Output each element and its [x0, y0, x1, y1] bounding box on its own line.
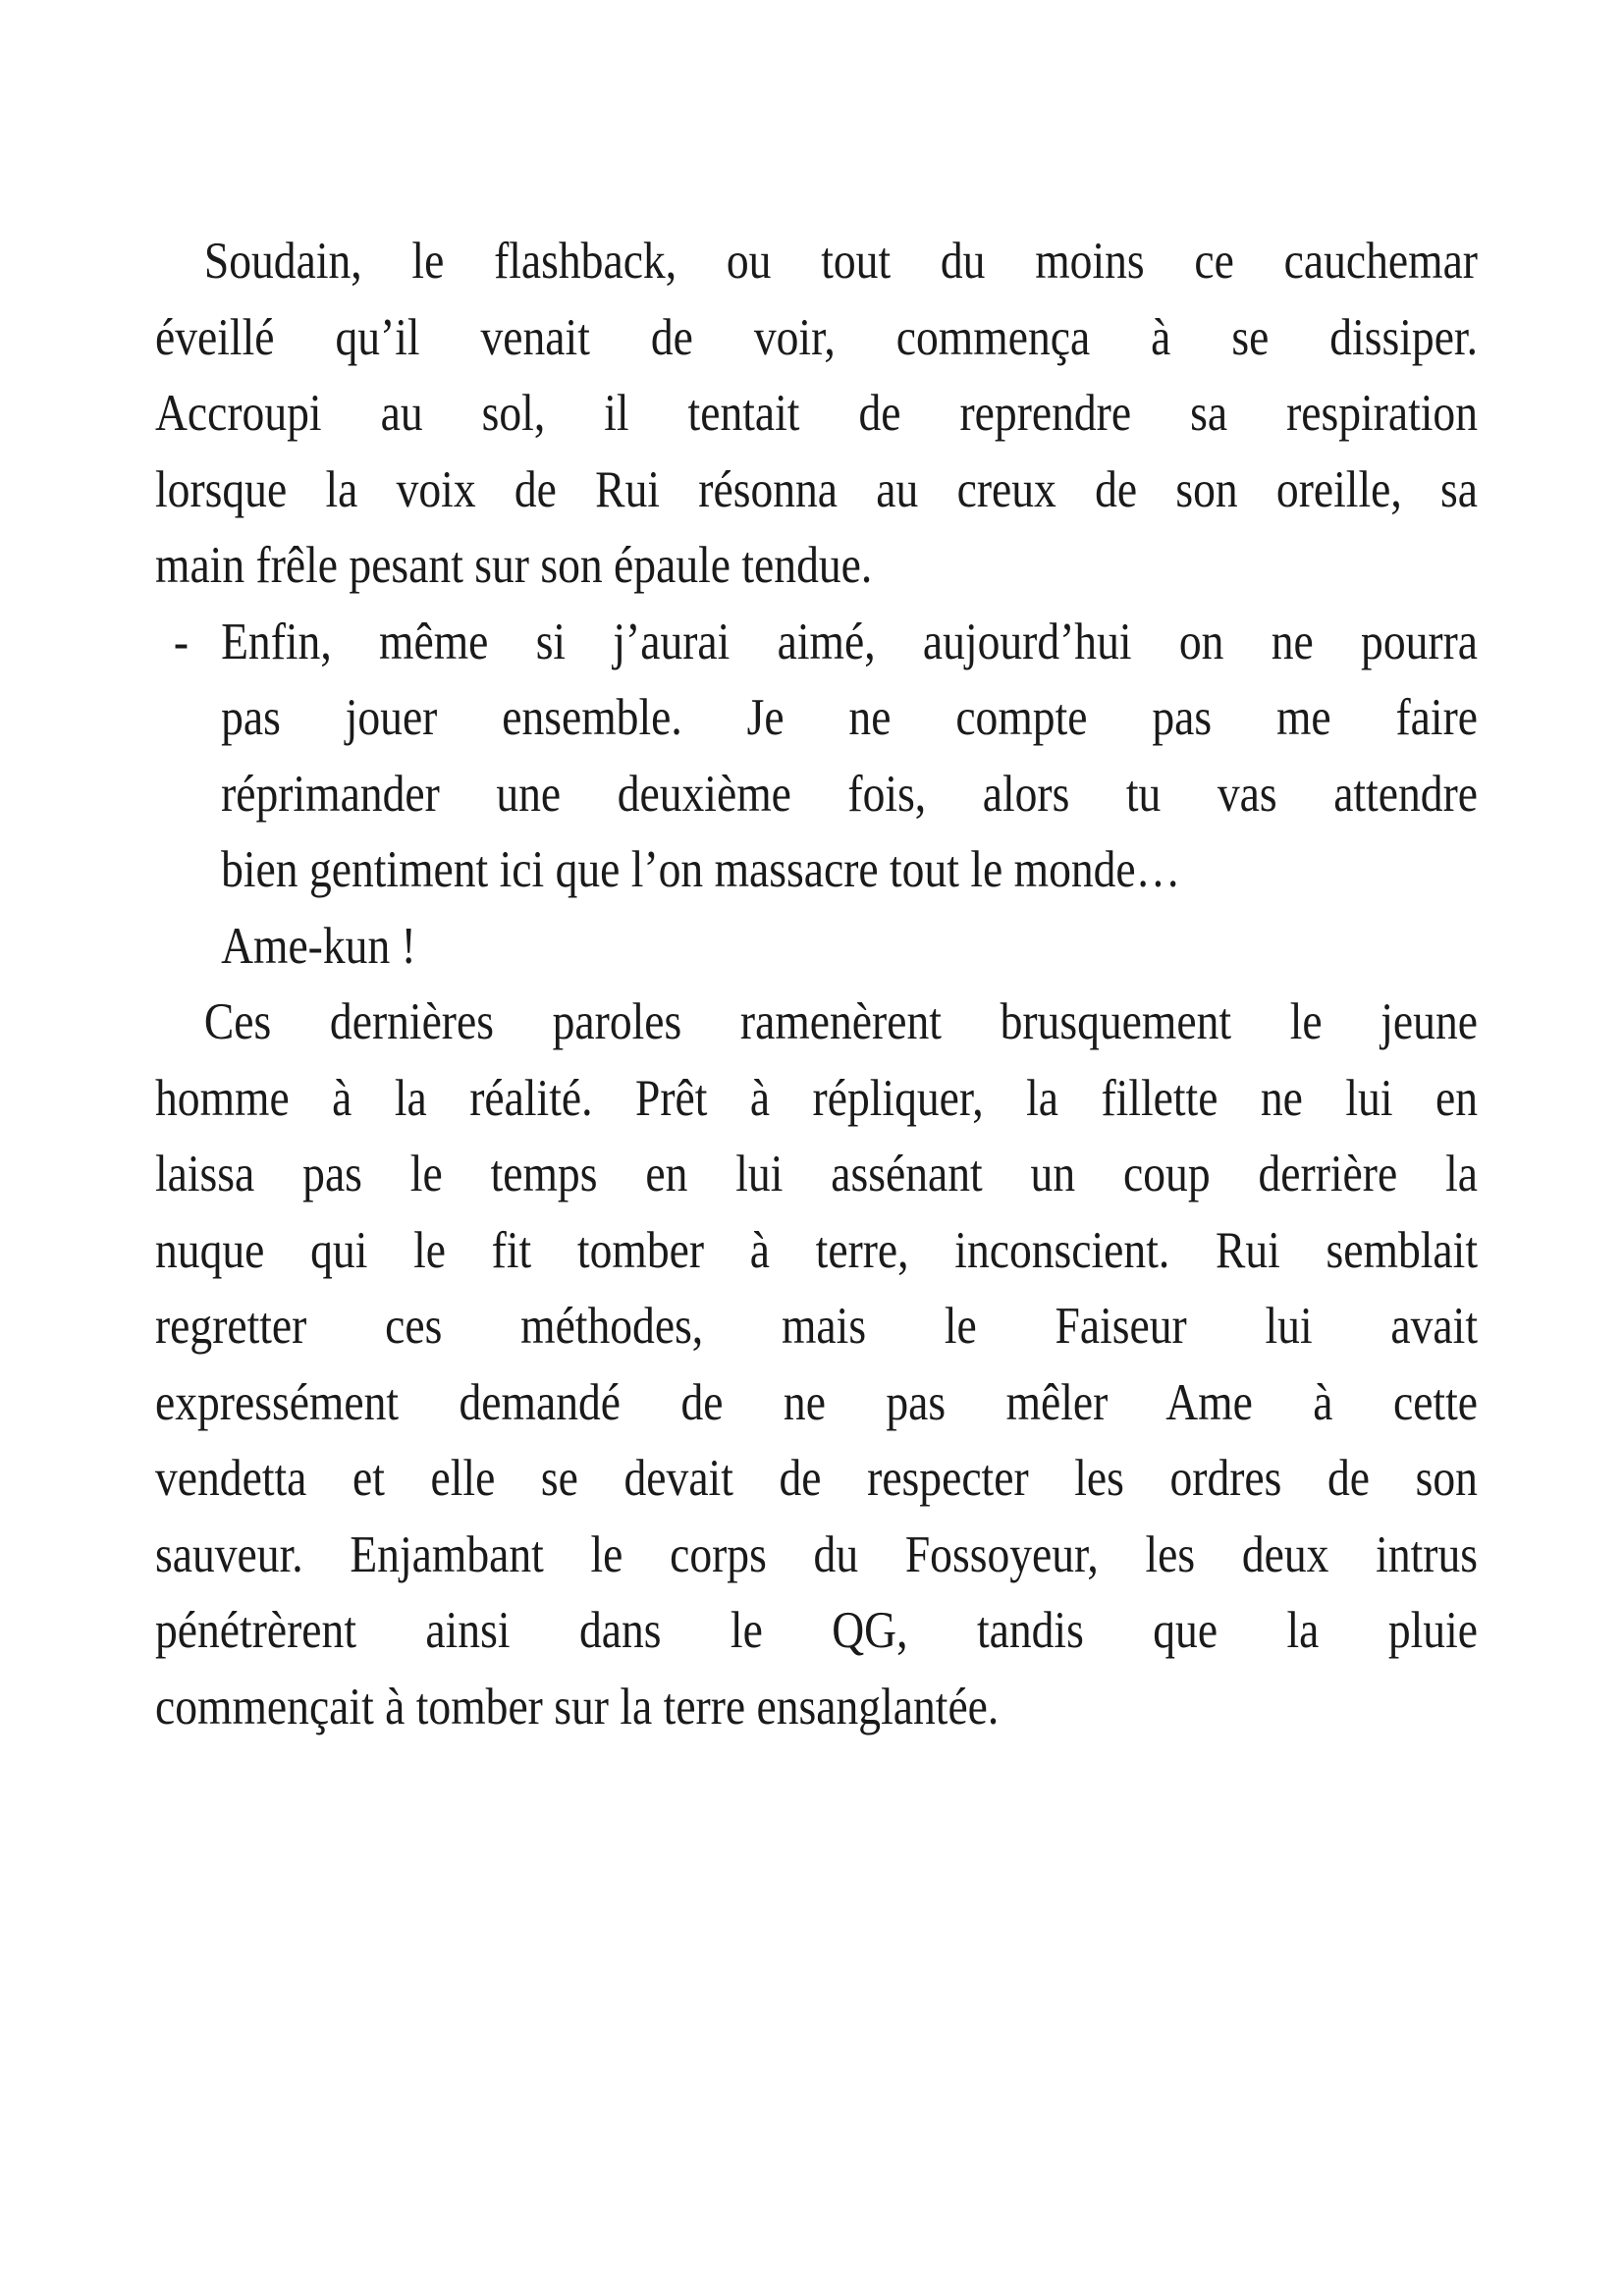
text-line: Soudain, le flashback, ou tout du moins ce cauchemar [203, 233, 1478, 290]
text-line: sauveur. Enjambant le corps du Fossoyeur, les deux intrus [155, 1525, 1478, 1583]
text-line: commençait à tomber sur la terre ensanglantée. [155, 1678, 1000, 1735]
text-line: main frêle pesant sur son épaule tendue. [155, 537, 873, 594]
text-line: lorsque la voix de Rui résonna au creux de son oreille, sa [155, 460, 1478, 518]
text-body [155, 224, 1478, 1745]
text-line: homme à la réalité. Prêt à répliquer, la fillette ne lui en [155, 1069, 1478, 1127]
text-line: Ame-kun ! [221, 917, 416, 975]
text-line: bien gentiment ici que l’on massacre tout le monde… [221, 841, 1181, 898]
document-page [155, 224, 1478, 1745]
text-line: expressément demandé de ne pas mêler Ame à cette [155, 1373, 1478, 1431]
text-line: nuque qui le fit tomber à terre, inconscient. Rui semblait [155, 1221, 1478, 1279]
paragraph-narration-2 [155, 985, 1478, 1745]
text-line: éveillé qu’il venait de voir, commença à se dissiper. [155, 308, 1478, 366]
paragraph-dialogue [155, 605, 1478, 986]
text-line: Ces dernières paroles ramenèrent brusquement le jeune [203, 993, 1478, 1050]
text-line: regretter ces méthodes, mais le Faiseur lui avait [155, 1298, 1478, 1355]
text-line: vendetta et elle se devait de respecter les ordres de son [155, 1450, 1478, 1507]
text-line: pas jouer ensemble. Je ne compte pas me faire [221, 689, 1478, 746]
dialogue-dash: - [173, 613, 189, 670]
text-line: pénétrèrent ainsi dans le QG, tandis que la pluie [155, 1602, 1478, 1659]
text-line: réprimander une deuxième fois, alors tu vas attendre [221, 765, 1478, 823]
text-line: laissa pas le temps en lui assénant un coup derrière la [155, 1146, 1478, 1202]
text-line: Accroupi au sol, il tentait de reprendre sa respiration [155, 385, 1478, 442]
text-line: Enfin, même si j’aurai aimé, aujourd’hui on ne pourra [221, 613, 1478, 670]
paragraph-narration-1 [155, 224, 1478, 605]
